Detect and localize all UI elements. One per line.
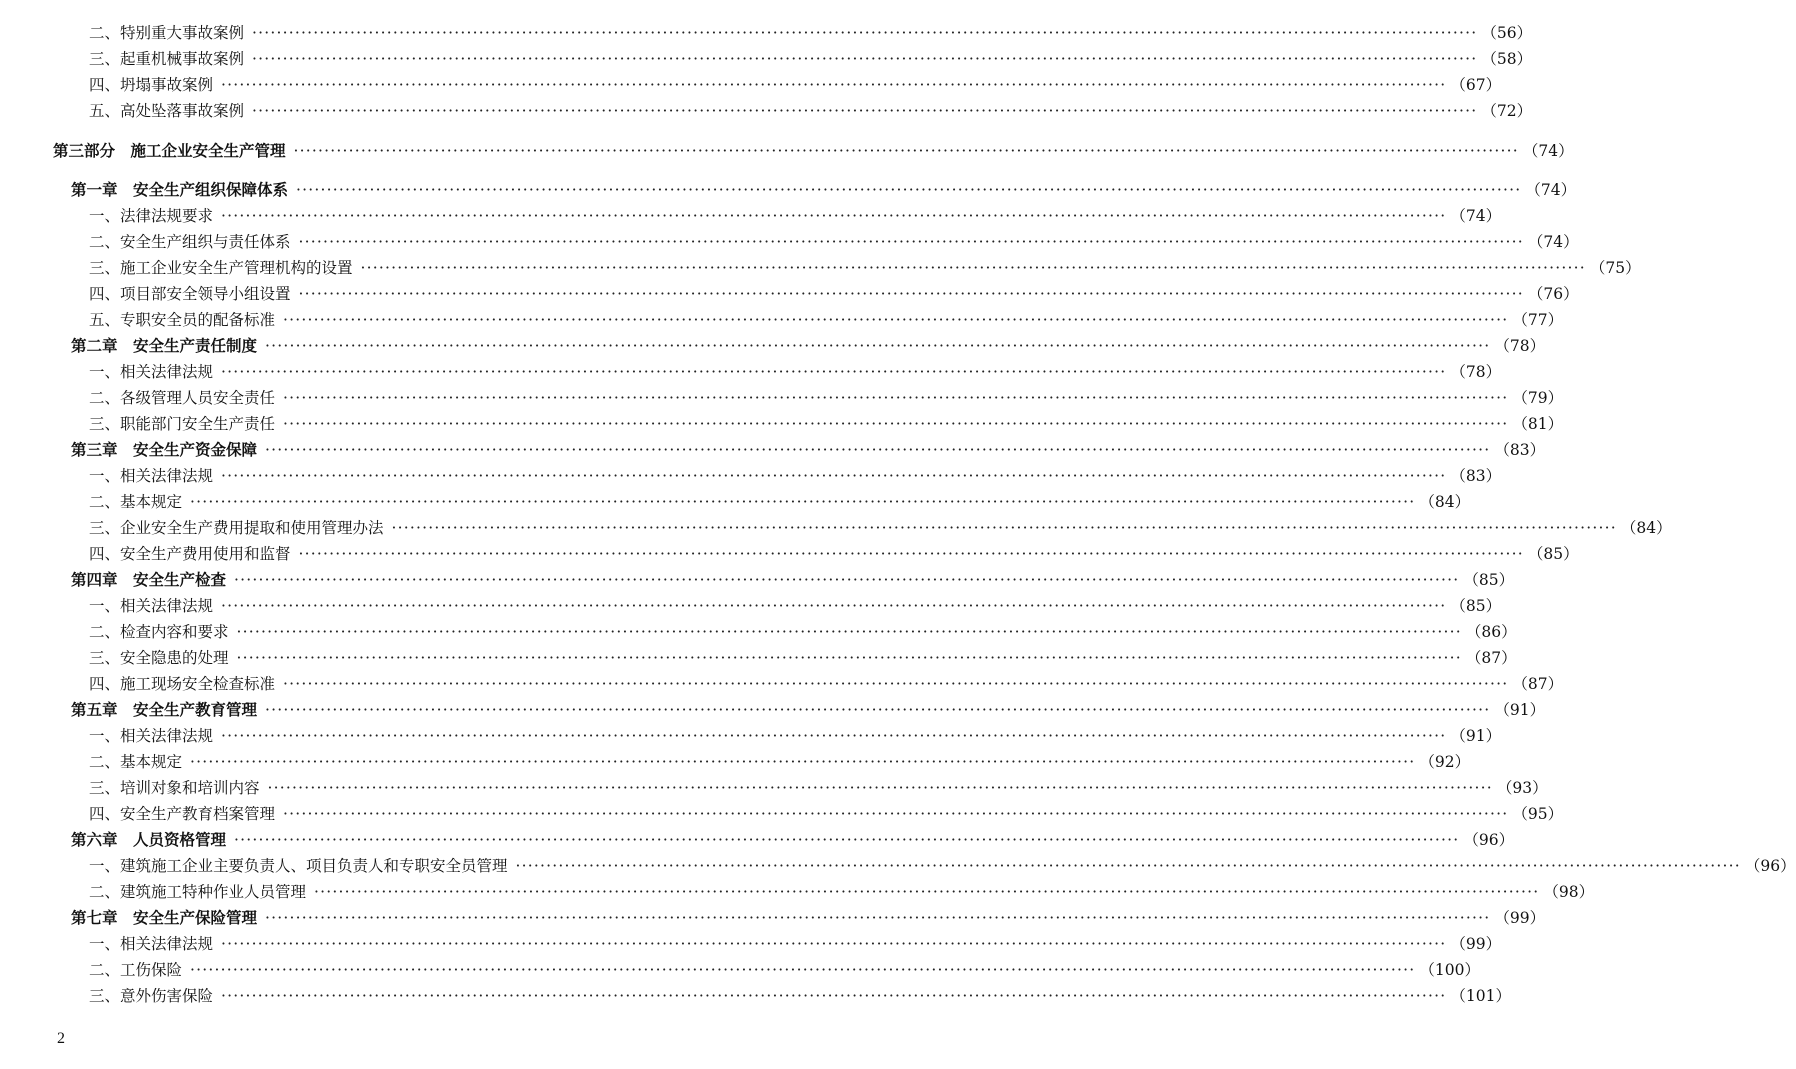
toc-entry-title: 第二章 安全生产责任制度 — [71, 336, 258, 355]
toc-chapter — [71, 828, 1515, 852]
toc-entry-title: 三、安全隐患的处理 — [89, 649, 229, 667]
toc-entry-title: 二、基本规定 — [89, 493, 183, 511]
toc-item — [89, 99, 1533, 123]
toc-entry-page: （81） — [1512, 415, 1564, 433]
toc-entry-title: 第七章 安全生产保险管理 — [71, 908, 258, 927]
toc-entry-page: （78） — [1494, 337, 1546, 355]
toc-entry-title: 第一章 安全生产组织保障体系 — [71, 180, 289, 199]
toc-entry-title: 二、建筑施工特种作业人员管理 — [89, 883, 307, 901]
toc-entry-page: （74） — [1522, 142, 1574, 160]
dot-leader: ········································································································································································································ — [265, 909, 1491, 927]
dot-leader: ········································································································································································································ — [515, 857, 1741, 875]
toc-entry-page: （85） — [1450, 597, 1502, 615]
dot-leader: ········································································································································································································ — [314, 883, 1540, 901]
dot-leader: ········································································································································································································ — [283, 311, 1509, 329]
dot-leader: ········································································································································································································ — [252, 24, 1478, 42]
dot-leader: ········································································································································································································ — [265, 337, 1491, 355]
toc-item — [89, 386, 1564, 410]
dot-leader: ········································································································································································································ — [252, 102, 1478, 120]
dot-leader: ········································································································································································································ — [252, 50, 1478, 68]
toc-entry-title: 三、施工企业安全生产管理机构的设置 — [89, 259, 353, 277]
toc-entry-page: （58） — [1481, 50, 1533, 68]
toc-entry-title: 一、相关法律法规 — [89, 363, 214, 381]
dot-leader: ········································································································································································································ — [234, 571, 1460, 589]
toc-entry-page: （87） — [1465, 649, 1517, 667]
toc-item — [89, 932, 1502, 956]
toc-item — [89, 958, 1481, 982]
toc-item — [89, 464, 1502, 488]
toc-entry-page: （74） — [1450, 207, 1502, 225]
dot-leader: ········································································································································································································ — [221, 207, 1447, 225]
toc-chapter — [71, 906, 1546, 930]
dot-leader: ········································································································································································································ — [360, 259, 1586, 277]
toc-entry-page: （67） — [1450, 76, 1502, 94]
toc-entry-title: 一、相关法律法规 — [89, 935, 214, 953]
dot-leader: ········································································································································································································ — [190, 961, 1416, 979]
toc-item — [89, 646, 1517, 670]
toc-item — [89, 516, 1672, 540]
dot-leader: ········································································································································································································ — [221, 467, 1447, 485]
toc-entry-page: （72） — [1481, 102, 1533, 120]
toc-entry-page: （84） — [1419, 493, 1471, 511]
toc-entry-title: 三、企业安全生产费用提取和使用管理办法 — [89, 519, 384, 537]
dot-leader: ········································································································································································································ — [236, 623, 1462, 641]
toc-entry-title: 四、施工现场安全检查标准 — [89, 675, 276, 693]
toc-entry-title: 第三章 安全生产资金保障 — [71, 440, 258, 459]
toc-entry-page: （85） — [1527, 545, 1579, 563]
toc-entry-title: 第六章 人员资格管理 — [71, 830, 227, 849]
dot-leader: ········································································································································································································ — [296, 181, 1522, 199]
toc-entry-page: （96） — [1744, 857, 1796, 875]
toc-item — [89, 21, 1533, 45]
page-number: 2 — [57, 1030, 65, 1047]
toc-entry-page: （91） — [1494, 701, 1546, 719]
toc-entry-title: 二、安全生产组织与责任体系 — [89, 233, 291, 251]
toc-item — [89, 854, 1796, 878]
toc-entry-page: （99） — [1494, 909, 1546, 927]
toc-item — [89, 542, 1579, 566]
toc-item — [89, 412, 1564, 436]
dot-leader: ········································································································································································································ — [265, 701, 1491, 719]
toc-entry-title: 四、安全生产教育档案管理 — [89, 805, 276, 823]
dot-leader: ········································································································································································································ — [391, 519, 1617, 537]
dot-leader: ········································································································································································································ — [221, 597, 1447, 615]
toc-chapter — [71, 334, 1546, 358]
toc-item — [89, 984, 1512, 1008]
dot-leader: ········································································································································································································ — [298, 285, 1524, 303]
toc-item — [89, 360, 1502, 384]
toc-entry-title: 四、坍塌事故案例 — [89, 76, 214, 94]
toc-item — [89, 620, 1517, 644]
toc-chapter — [71, 568, 1515, 592]
toc-entry-page: （83） — [1494, 441, 1546, 459]
toc-entry-page: （92） — [1419, 753, 1471, 771]
toc-item — [89, 47, 1533, 71]
toc-entry-page: （76） — [1527, 285, 1579, 303]
toc-entry-title: 四、安全生产费用使用和监督 — [89, 545, 291, 563]
toc-entry-page: （98） — [1543, 883, 1595, 901]
toc-entry-title: 二、各级管理人员安全责任 — [89, 389, 276, 407]
toc-entry-page: （95） — [1512, 805, 1564, 823]
toc-entry-title: 一、法律法规要求 — [89, 207, 214, 225]
toc-entry-page: （86） — [1465, 623, 1517, 641]
dot-leader: ········································································································································································································ — [221, 987, 1447, 1005]
dot-leader: ········································································································································································································ — [190, 753, 1416, 771]
toc-entry-page: （100） — [1419, 961, 1481, 979]
toc-entry-page: （96） — [1463, 831, 1515, 849]
toc-item — [89, 724, 1502, 748]
toc-item — [89, 776, 1548, 800]
toc-entry-page: （83） — [1450, 467, 1502, 485]
toc-item — [89, 282, 1579, 306]
dot-leader: ········································································································································································································ — [267, 779, 1493, 797]
dot-leader: ········································································································································································································ — [221, 363, 1447, 381]
toc-entry-page: （79） — [1512, 389, 1564, 407]
toc-entry-title: 五、专职安全员的配备标准 — [89, 311, 276, 329]
toc-chapter — [71, 178, 1577, 202]
toc-entry-page: （93） — [1496, 779, 1548, 797]
toc-item — [89, 802, 1564, 826]
toc-entry-title: 第三部分 施工企业安全生产管理 — [53, 141, 286, 160]
toc-entry-title: 第四章 安全生产检查 — [71, 570, 227, 589]
toc-item — [89, 308, 1564, 332]
toc-entry-title: 三、意外伤害保险 — [89, 987, 214, 1005]
toc-entry-title: 三、职能部门安全生产责任 — [89, 415, 276, 433]
toc-entry-page: （74） — [1527, 233, 1579, 251]
toc-entry-title: 五、高处坠落事故案例 — [89, 102, 245, 120]
dot-leader: ········································································································································································································ — [283, 389, 1509, 407]
toc-entry-title: 四、项目部安全领导小组设置 — [89, 285, 291, 303]
toc-item — [89, 490, 1471, 514]
dot-leader: ········································································································································································································ — [265, 441, 1491, 459]
toc-chapter — [71, 438, 1546, 462]
toc-entry-title: 一、相关法律法规 — [89, 467, 214, 485]
toc-entry-page: （74） — [1525, 181, 1577, 199]
toc-entry-page: （56） — [1481, 24, 1533, 42]
dot-leader: ········································································································································································································ — [221, 76, 1447, 94]
dot-leader: ········································································································································································································ — [234, 831, 1460, 849]
toc-entry-title: 二、基本规定 — [89, 753, 183, 771]
dot-leader: ········································································································································································································ — [221, 727, 1447, 745]
dot-leader: ········································································································································································································ — [190, 493, 1416, 511]
toc-item — [89, 594, 1502, 618]
toc-item — [89, 880, 1595, 904]
toc-entry-page: （101） — [1450, 987, 1512, 1005]
dot-leader: ········································································································································································································ — [283, 805, 1509, 823]
dot-leader: ········································································································································································································ — [283, 675, 1509, 693]
dot-leader: ········································································································································································································ — [283, 415, 1509, 433]
dot-leader: ········································································································································································································ — [236, 649, 1462, 667]
toc-entry-page: （87） — [1512, 675, 1564, 693]
toc-entry-title: 二、工伤保险 — [89, 961, 183, 979]
toc-entry-page: （99） — [1450, 935, 1502, 953]
toc-entry-title: 三、培训对象和培训内容 — [89, 779, 260, 797]
toc-item — [89, 230, 1579, 254]
toc-item — [89, 672, 1564, 696]
toc-entry-page: （91） — [1450, 727, 1502, 745]
toc-entry-title: 二、检查内容和要求 — [89, 623, 229, 641]
dot-leader: ········································································································································································································ — [221, 935, 1447, 953]
toc-entry-page: （75） — [1589, 259, 1641, 277]
toc-entry-title: 一、相关法律法规 — [89, 597, 214, 615]
toc-entry-title: 一、相关法律法规 — [89, 727, 214, 745]
toc-part — [53, 139, 1574, 163]
toc-chapter — [71, 698, 1546, 722]
toc-entry-page: （77） — [1512, 311, 1564, 329]
toc-entry-title: 第五章 安全生产教育管理 — [71, 700, 258, 719]
toc-entry-title: 二、特别重大事故案例 — [89, 24, 245, 42]
dot-leader: ········································································································································································································ — [298, 233, 1524, 251]
toc-entry-page: （84） — [1620, 519, 1672, 537]
toc-item — [89, 204, 1502, 228]
toc-item — [89, 750, 1471, 774]
dot-leader: ········································································································································································································ — [298, 545, 1524, 563]
toc-item — [89, 256, 1641, 280]
toc-entry-page: （85） — [1463, 571, 1515, 589]
toc-entry-page: （78） — [1450, 363, 1502, 381]
dot-leader: ········································································································································································································ — [293, 142, 1519, 160]
toc-entry-title: 三、起重机械事故案例 — [89, 50, 245, 68]
toc-entry-title: 一、建筑施工企业主要负责人、项目负责人和专职安全员管理 — [89, 857, 508, 875]
toc-item — [89, 73, 1502, 97]
